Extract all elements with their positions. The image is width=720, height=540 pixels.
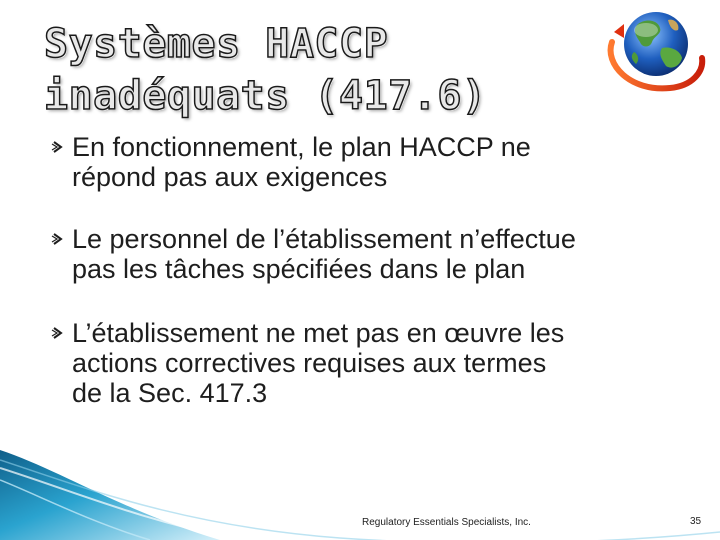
bullet-line: Le personnel de l’établissement n’effectue (72, 224, 576, 254)
title-line-2: inadéquats (417.6) (44, 73, 487, 119)
title-line-1: Systèmes HACCP (44, 21, 389, 67)
bullet-square-icon (48, 322, 66, 344)
slide-title (44, 18, 584, 122)
bullet-line: répond pas aux exigences (72, 162, 388, 192)
bullet-line: pas les tâches spécifiées dans le plan (72, 254, 526, 284)
bullet-line: L’établissement ne met pas en œuvre les (72, 318, 565, 348)
bullet-item-3 (46, 318, 686, 408)
globe-arrow-icon (600, 2, 710, 102)
bullet-line: En fonctionnement, le plan HACCP ne (72, 132, 531, 162)
page-number: 35 (690, 516, 702, 527)
bottom-wave-decoration (0, 450, 720, 540)
bullet-item-1 (46, 132, 686, 192)
bullet-square-icon (48, 228, 66, 250)
footer-company: Regulatory Essentials Specialists, Inc. (362, 517, 531, 528)
bullet-square-icon (48, 136, 66, 158)
bullet-line: actions correctives requises aux termes (72, 348, 547, 378)
bullet-item-2 (46, 224, 686, 284)
bullet-line: de la Sec. 417.3 (72, 378, 268, 408)
